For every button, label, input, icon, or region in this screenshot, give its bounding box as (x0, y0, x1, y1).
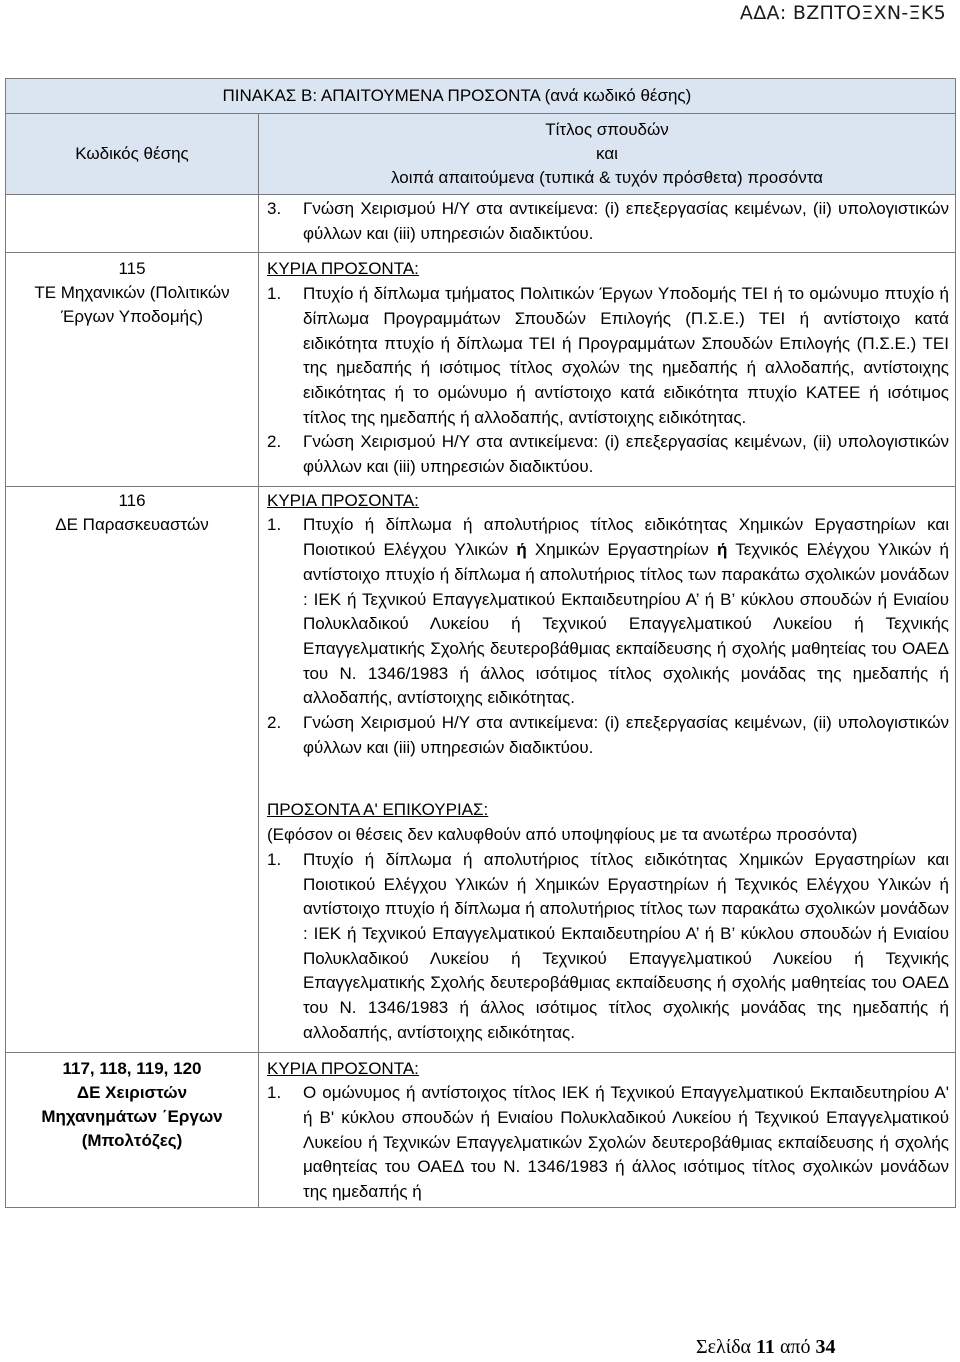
position-code: 115 (118, 259, 146, 279)
requirements-table (5, 78, 956, 1208)
list-item: 1. Ο ομώνυμος ή αντίστοιχος τίτλος ΙΕΚ ή Τεχνικού Επαγγελματικού Εκπαιδευτηρίου Α' ή Β' κύκλου σπουδών ή Ενιαίου Πολυκλαδικού Λυκείου ή Τεχνικού Επαγγελματικού Λυκείου ή Τεχνικών Επαγγελματικών Σχολών δευτεροβάθμιας εκπαίδευσης ή σχολής μαθητείας του ΟΑΕΔ του Ν. 1346/1983 ή άλλος ισότιμος τίτλος σχολικών μονάδων της ημεδαπής ή (267, 1083, 949, 1202)
list-item: 3. Γνώση Χειρισμού Η/Υ στα αντικείμενα: (i) επεξεργασίας κειμένων, (ii) υπολογιστικών φύλλων και (iii) υπηρεσιών διαδικτύου. (267, 199, 949, 243)
requirements-cell (259, 253, 956, 486)
table-row (6, 253, 956, 486)
table-row (6, 1052, 956, 1207)
page-footer: Σελίδα 11 από 34 (696, 1336, 836, 1358)
position-name: ΤΕ Μηχανικών (Πολιτικών (34, 283, 230, 303)
table-title-row (6, 79, 956, 114)
requirements-cell (259, 486, 956, 1052)
list-item: 1. Πτυχίο ή δίπλωμα ή απολυτήριος τίτλος ειδικότητας Χημικών Εργαστηρίων και Ποιοτικού Ελέγχου Υλικών ή Χημικών Εργαστηρίων ή Τεχνικός Ελέγχου Υλικών ή αντίστοιχο πτυχίο ή δίπλωμα ή απολυτήριος τίτλος των παρακάτω σχολικών μονάδων : ΙΕΚ ή Τεχνικού Επαγγελματικού Εκπαιδευτηρίου Α’ ή Β’ κύκλου σπουδών ή Ενιαίου Πολυκλαδικού Λυκείου ή Τεχνικού Επαγγελματικού Λυκείου ή Τεχνικής Επαγγελματικής Σχολής δευτεροβάθμιας εκπαίδευσης ή σχολής μαθητείας του ΟΑΕΔ του Ν. 1346/1983 ή άλλος ισότιμος τίτλος σχολικής μονάδας της ημεδαπής ή αλλοδαπής, αντίστοιχης ειδικότητας. (267, 849, 949, 1042)
position-code: 116 (118, 490, 146, 510)
table-header-row (6, 114, 956, 195)
table-row (6, 195, 956, 253)
code-cell (6, 486, 259, 1052)
requirements-column-header: Τίτλος σπουδών και λοιπά απαιτούμενα (τυπικά & τυχόν πρόσθετα) προσόντα (259, 114, 956, 195)
position-name: (Μπολτόζες) (81, 1130, 183, 1150)
position-name: ΔΕ Παρασκευαστών (55, 514, 209, 534)
section-label: ΚΥΡΙΑ ΠΡΟΣΟΝΤΑ: (267, 259, 419, 279)
requirements-cell (259, 195, 956, 253)
aux-note: (Εφόσον οι θέσεις δεν καλυφθούν από υποψηφίους με τα ανωτέρω προσόντα) (267, 825, 858, 845)
list-item: 1. Πτυχίο ή δίπλωμα τμήματος Πολιτικών Έργων Υποδομής ΤΕΙ ή το ομώνυμο πτυχίο ή δίπλωμα Προγραμμάτων Σπουδών Επιλογής (Π.Σ.Ε.) ΤΕΙ ή αντίστοιχο κατά ειδικότητα πτυχίο ή δίπλωμα ΤΕΙ ή Προγραμμάτων Σπουδών Επιλογής (Π.Σ.Ε.) ΤΕΙ της ημεδαπής ή ισότιμος τίτλος σχολών της ημεδαπής ή αλλοδαπής, αντίστοιχης ειδικότητας ή το ομώνυμο ή αντίστοιχο κατά ειδικότητα πτυχίο ΚΑΤΕΕ ή ισότιμος τίτλος της ημεδαπής ή αλλοδαπής, αντίστοιχης ειδικότητας. (267, 284, 949, 427)
requirements-cell (259, 1052, 956, 1207)
list-item: 2. Γνώση Χειρισμού Η/Υ στα αντικείμενα: (i) επεξεργασίας κειμένων, (ii) υπολογιστικών φύλλων και (iii) υπηρεσιών διαδικτύου. (267, 713, 949, 757)
ada-code: ΑΔΑ: ΒΖΠΤΟΞΧΝ-ΞΚ5 (739, 2, 946, 24)
page-number: 11 (756, 1336, 775, 1358)
position-name: Έργων Υποδομής) (61, 307, 203, 327)
code-cell (6, 195, 259, 253)
list-item: 2. Γνώση Χειρισμού Η/Υ στα αντικείμενα: (i) επεξεργασίας κειμένων, (ii) υπολογιστικών φύλλων και (iii) υπηρεσιών διαδικτύου. (267, 432, 949, 477)
position-name: Μηχανημάτων ΄Εργων (41, 1106, 223, 1126)
section-label: ΠΡΟΣΟΝΤΑ Α' ΕΠΙΚΟΥΡΙΑΣ: (267, 800, 489, 820)
code-cell (6, 1052, 259, 1207)
section-label: ΚΥΡΙΑ ΠΡΟΣΟΝΤΑ: (267, 1058, 419, 1078)
table-row (6, 486, 956, 1052)
table-title: ΠΙΝΑΚΑΣ Β: ΑΠΑΙΤΟΥΜΕΝΑ ΠΡΟΣΟΝΤΑ (ανά κωδικό θέσης) (259, 79, 956, 114)
section-label: ΚΥΡΙΑ ΠΡΟΣΟΝΤΑ: (267, 490, 419, 510)
page-total: 34 (815, 1336, 836, 1358)
code-cell (6, 253, 259, 486)
list-item: 1. Πτυχίο ή δίπλωμα ή απολυτήριος τίτλος ειδικότητας Χημικών Εργαστηρίων και Ποιοτικού Ελέγχου Υλικών ή Χημικών Εργαστηρίων ή Τεχνικός Ελέγχου Υλικών ή αντίστοιχο πτυχίο ή δίπλωμα ή απολυτήριος τίτλος των παρακάτω σχολικών μονάδων : ΙΕΚ ή Τεχνικού Επαγγελματικού Εκπαιδευτηρίου Α’ ή Β’ κύκλου σπουδών ή Ενιαίου Πολυκλαδικού Λυκείου ή Τεχνικού Επαγγελματικού Λυκείου ή Τεχνικής Επαγγελματικής Σχολής δευτεροβάθμιας εκπαίδευσης ή σχολής μαθητείας του ΟΑΕΔ του Ν. 1346/1983 ή άλλος ισότιμος τίτλος σχολικής μονάδας της ημεδαπής ή αλλοδαπής, αντίστοιχης ειδικότητας. (267, 515, 949, 708)
position-name: ΔΕ Χειριστών (76, 1082, 188, 1102)
code-column-header: Κωδικός θέσης (6, 114, 259, 195)
position-code: 117, 118, 119, 120 (62, 1058, 202, 1078)
